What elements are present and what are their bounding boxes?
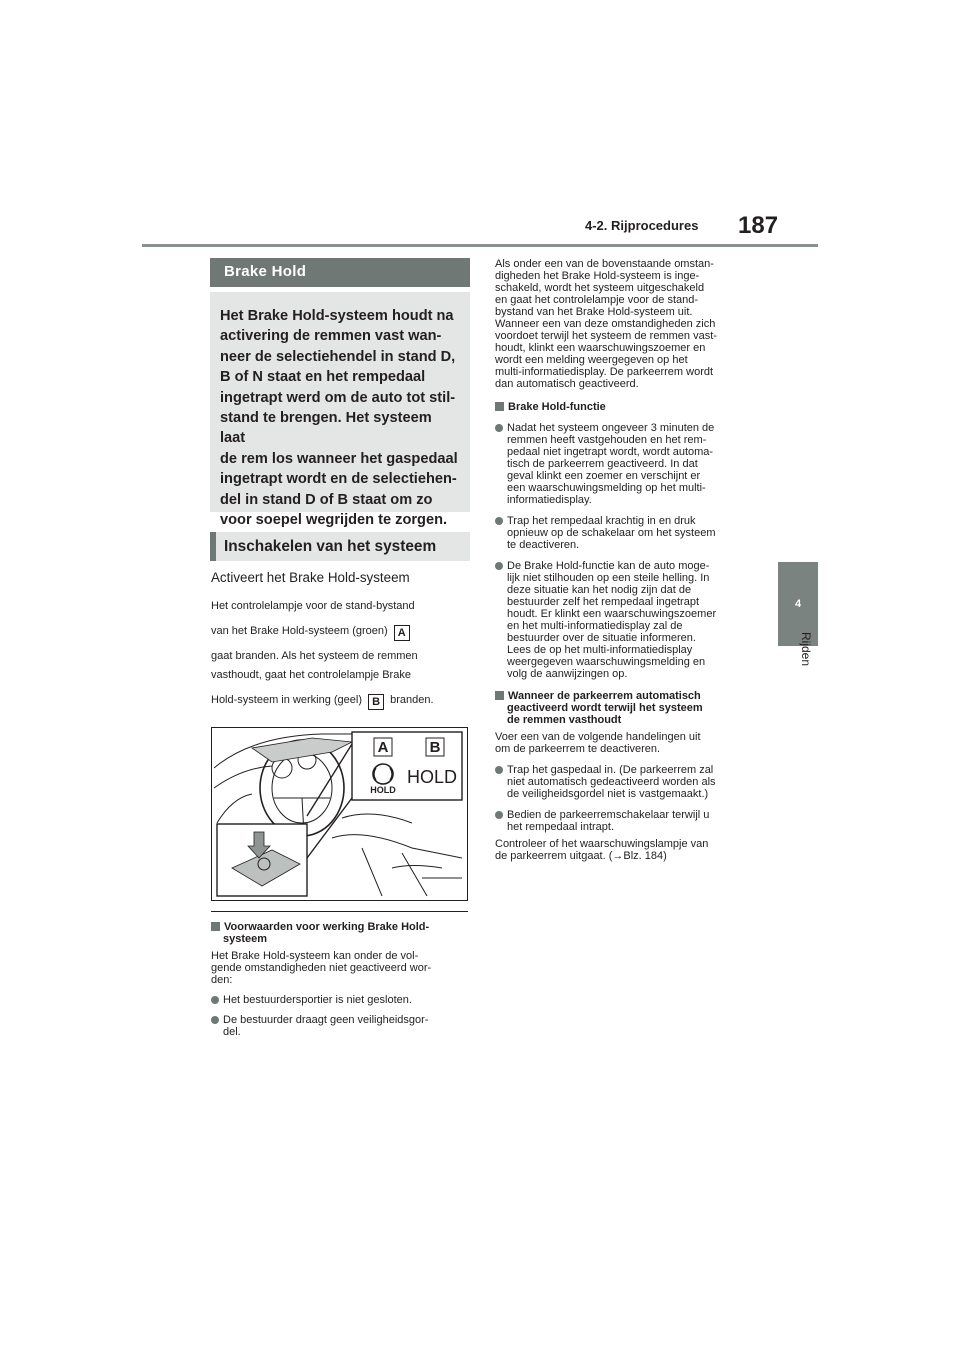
inschakelen-text: Hold-systeem in werking (geel) bbox=[211, 694, 362, 706]
right-paragraph: Controleer of het waarschuwingslampje van de parkeerrem uitgaat. (→Blz. 184) bbox=[495, 838, 709, 862]
square-bullet-icon bbox=[211, 922, 220, 931]
square-bullet-icon bbox=[495, 402, 504, 411]
intro-line: B of N staat en het rempedaal bbox=[220, 369, 426, 386]
voorwaarden-heading: Voorwaarden voor werking Brake Hold- systeem bbox=[211, 921, 471, 945]
inschakelen-lead: Activeert het Brake Hold-systeem bbox=[211, 570, 410, 585]
section-header: 4-2. Rijprocedures bbox=[585, 218, 699, 233]
voorwaarden-body: Het Brake Hold-systeem kan onder de vol- gende omstandigheden niet geactiveerd wor- den: bbox=[211, 950, 432, 986]
page-reference-link[interactable]: de parkeerrem uitgaat. (→Blz. 184) bbox=[495, 850, 667, 862]
right-paragraph: Als onder een van de bovenstaande omstan- digheden het Brake Hold-systeem is inge- schakeld, wordt het systeem uitgeschakeld en gaat het controlelampje voor de stand- bystand van het Brake Hold-systeem uit. Wanneer een van deze omstandigheden zich voordoet terwijl het systeem de remmen vast- houdt, klinkt een waarschuwingszoemer en wordt een melding weergegeven op het multi-informatiedisplay. De parkeerrem wordt dan automatisch geactiveerd. bbox=[495, 258, 717, 390]
label-b: B bbox=[368, 694, 384, 710]
hold-indicator-text: HOLD bbox=[406, 767, 458, 787]
intro-line: activering de remmen vast wan- bbox=[220, 328, 442, 345]
brake-hold-functie-heading: Brake Hold-functie bbox=[495, 401, 761, 413]
figure-divider bbox=[211, 911, 468, 912]
page-number: 187 bbox=[738, 212, 779, 239]
header-divider bbox=[142, 244, 818, 247]
bullet-dot-icon bbox=[495, 562, 503, 570]
intro-line: de rem los wanneer het gaspedaal bbox=[220, 450, 458, 467]
list-item: Bedien de parkeerremschakelaar terwijl u het rempedaal intrapt. bbox=[495, 809, 761, 833]
label-a: A bbox=[394, 625, 410, 641]
bullet-dot-icon bbox=[495, 811, 503, 819]
intro-line: Het Brake Hold-systeem houdt na bbox=[220, 308, 454, 324]
inschakelen-line: Het controlelampje voor de stand-bystand bbox=[211, 600, 415, 612]
inschakelen-line bbox=[211, 694, 434, 710]
inschakelen-text: van het Brake Hold-systeem (groen) bbox=[211, 625, 388, 637]
intro-line: stand te brengen. Het systeem laat bbox=[220, 410, 432, 447]
bullet-dot-icon bbox=[495, 424, 503, 432]
chapter-label: Rijden bbox=[799, 632, 813, 667]
list-item: Trap het gaspedaal in. (De parkeerrem zal niet automatisch gedeactiveerd worden als de veiligheidsgordel niet is vastgemaakt.) bbox=[495, 764, 761, 800]
right-column bbox=[495, 258, 761, 862]
inschakelen-title: Inschakelen van het systeem bbox=[210, 532, 470, 561]
inschakelen-line bbox=[211, 625, 413, 641]
list-item: Nadat het systeem ongeveer 3 minuten de remmen heeft vastgehouden en het rem- pedaal niet ingetrapt wordt, wordt automa- tisch de parkeerrem geactiveerd. In dat geval klinkt een zoemer en verschijnt er een waarschuwingsmelding op het multi- informatiedisplay. bbox=[495, 422, 761, 506]
chapter-number: 4 bbox=[794, 598, 802, 610]
square-bullet-icon bbox=[495, 691, 504, 700]
dashboard-drawing bbox=[212, 728, 467, 900]
voorwaarden-section bbox=[211, 921, 471, 1038]
inschakelen-line: vasthoudt, gaat het controlelampje Brake bbox=[211, 669, 411, 681]
list-item: De bestuurder draagt geen veiligheidsgor- del. bbox=[211, 1014, 471, 1038]
fig-label-b: B bbox=[429, 738, 441, 756]
hold-switch-illustration bbox=[211, 727, 468, 901]
list-item: De Brake Hold-functie kan de auto moge- lijk niet stilhouden op een steile helling. In deze situatie kan het nodig zijn dat de bestuurder zelf het rempedaal ingetrapt houdt. Er klinkt een waarschuwingszoemer en het multi-informatiedisplay zal de bestuurder over de situatie informeren. Lees de op het multi-informatiedisplay weergegeven waarschuwingsmelding en volg de aanwijzingen op. bbox=[495, 560, 761, 680]
parkeerrem-heading: Wanneer de parkeerrem automatisch geactiveerd wordt terwijl het systeem de remmen vasthoudt bbox=[495, 690, 761, 726]
bullet-dot-icon bbox=[211, 996, 219, 1004]
list-item: Het bestuurdersportier is niet gesloten. bbox=[211, 994, 471, 1006]
list-item: Trap het rempedaal krachtig in en druk opnieuw op de schakelaar om het systeem te deactiveren. bbox=[495, 515, 761, 551]
intro-line: ingetrapt werd om de auto tot stil- bbox=[220, 389, 456, 406]
bullet-dot-icon bbox=[211, 1016, 219, 1024]
right-paragraph: Voer een van de volgende handelingen uit om de parkeerrem te deactiveren. bbox=[495, 731, 701, 755]
intro-line: voor soepel wegrijden te zorgen. bbox=[220, 512, 448, 529]
inschakelen-text: branden. bbox=[390, 694, 434, 706]
brake-hold-intro bbox=[210, 292, 470, 529]
intro-line: ingetrapt wordt en de selectiehen- bbox=[220, 471, 457, 488]
bullet-dot-icon bbox=[495, 766, 503, 774]
bullet-dot-icon bbox=[495, 517, 503, 525]
intro-line: del in stand D of B staat om zo bbox=[220, 491, 433, 508]
hold-icon-label: HOLD bbox=[370, 785, 396, 795]
brake-hold-title: Brake Hold bbox=[210, 258, 470, 287]
fig-label-a: A bbox=[377, 738, 389, 756]
intro-line: neer de selectiehendel in stand D, bbox=[220, 348, 456, 365]
inschakelen-line: gaat branden. Als het systeem de remmen bbox=[211, 650, 418, 662]
